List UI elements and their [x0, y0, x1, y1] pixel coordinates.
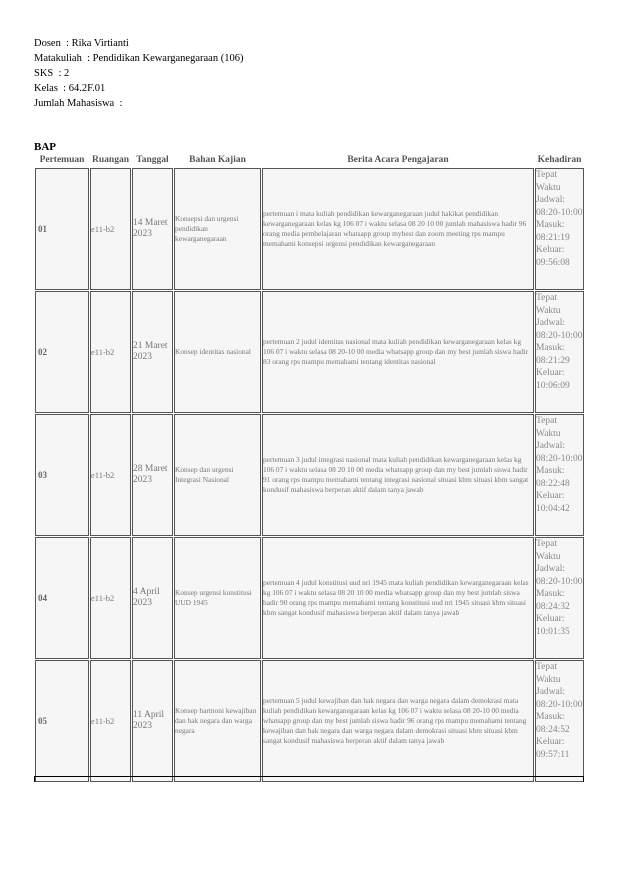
- tanggal-cell: 4 April 2023: [132, 537, 174, 660]
- berita-acara-cell: pertemuan 3 judul integrasi nasional mata kuliah pendidikan kewarganegaraan kelas kg 106 07 i waktu selasa 08 20 10 00 media whatsapp group dan my best jumlah siswa hadir 91 orang rps mampu memahami tentang integrasi nasional situasi kbm situasi kbm sangat kondusif mahasiswa berperan aktif dalam tanya jawab: [262, 414, 535, 537]
- table-row: [35, 660, 585, 783]
- kehadiran-cell: Tepat Waktu Jadwal: 08:20-10:00 Masuk: 08:21:29 Keluar: 10:06:09: [535, 291, 585, 414]
- kehadiran-cell: Tepat Waktu Jadwal: 08:20-10:00 Masuk: 08:24:32 Keluar: 10:01:35: [535, 537, 585, 660]
- table-row: [35, 291, 585, 414]
- jumlah-mahasiswa-line: Jumlah Mahasiswa :: [34, 98, 123, 109]
- matakuliah-line: Matakuliah : Pendidikan Kewarganegaraan (106): [34, 53, 244, 64]
- ruangan-cell: e11-b2: [90, 537, 132, 660]
- table-row: [35, 168, 585, 291]
- col-ruangan: Ruangan: [90, 153, 132, 168]
- ruangan-cell: e11-b2: [90, 660, 132, 783]
- dosen-line: Dosen : Rika Virtianti: [34, 38, 129, 49]
- tanggal-cell: 21 Maret 2023: [132, 291, 174, 414]
- page-break-tick: [583, 776, 584, 782]
- col-pertemuan: Pertemuan: [35, 153, 90, 168]
- bahan-kajian-cell: Konsep dan urgensi Integrasi Nasional: [174, 414, 262, 537]
- pertemuan-cell: 01: [35, 168, 90, 291]
- ruangan-cell: e11-b2: [90, 414, 132, 537]
- table-header-row: [35, 153, 585, 168]
- berita-acara-cell: pertemuan 2 judul identitas nasional mata kuliah pendidikan kewarganegaraan kelas kg 106 07 i waktu selasa 08 20-10 00 media whatsapp group dan my best jumlah siswa hadir 83 orang rps mampu memahami tentang identitas nasional: [262, 291, 535, 414]
- col-berita-acara: Berita Acara Pengajaran: [262, 153, 535, 168]
- col-bahan-kajian: Bahan Kajian: [174, 153, 262, 168]
- col-tanggal: Tanggal: [132, 153, 174, 168]
- bahan-kajian-cell: Konsep harmoni kewajiban dan hak negara dan warga negara: [174, 660, 262, 783]
- kehadiran-cell: Tepat Waktu Jadwal: 08:20-10:00 Masuk: 08:24:52 Keluar: 09:57:11: [535, 660, 585, 783]
- berita-acara-cell: pertemuan 4 judul konstitusi uud nri 1945 mata kuliah pendidikan kewarganegaraan kelas kg 106 07 i waktu selasa 08 20 10 00 media whatsapp group dan my best jumlah siswa hadir 90 orang rps mampu memahami tentang konstitusi uud nri 1945 situasi kbm situasi kbm sangat kondusif mahasiswa berperan aktif dalam tanya jawab: [262, 537, 535, 660]
- tanggal-cell: 14 Maret 2023: [132, 168, 174, 291]
- tanggal-cell: 28 Maret 2023: [132, 414, 174, 537]
- bahan-kajian-cell: Konsepsi dan urgensi pendidikan kewarganegaraan: [174, 168, 262, 291]
- bahan-kajian-cell: Konsep identitas nasional: [174, 291, 262, 414]
- page-break-tick: [34, 776, 35, 782]
- pertemuan-cell: 03: [35, 414, 90, 537]
- berita-acara-cell: pertemuan 5 judul kewajiban dan hak negara dan warga negara dalam demokrasi mata kuliah pendidikan kewarganegaraan kelas kg 106 07 i waktu selasa 08 20-10 00 media whatsapp group dan my best jumlah siswa hadir 96 orang rps mampu memahami tentang kewajiban dan hak negara dan warga negara dalam demokrasi situasi kbm situasi kbm sangat kondusif mahasiswa berperan aktif dalam tanya jawab: [262, 660, 535, 783]
- bap-table: [34, 153, 585, 783]
- table-row: [35, 537, 585, 660]
- pertemuan-cell: 05: [35, 660, 90, 783]
- pertemuan-cell: 02: [35, 291, 90, 414]
- col-kehadiran: Kehadiran: [535, 153, 585, 168]
- pertemuan-cell: 04: [35, 537, 90, 660]
- kehadiran-cell: Tepat Waktu Jadwal: 08:20-10:00 Masuk: 08:21:19 Keluar: 09:56:08: [535, 168, 585, 291]
- ruangan-cell: e11-b2: [90, 291, 132, 414]
- berita-acara-cell: pertemuan i mata kuliah pendidikan kewarganegaraan judul hakikat pendidikan kewarganegaraan kelas kg 106 07 i waktu selasa 08 20 10 00 jumlah mahasiswa hadir 96 orang media pembelajaran whatsapp group mybest dan zoom meeting rps mampu memahami konsepsi urgensi pendidikan kewarganegaraan: [262, 168, 535, 291]
- table-bottom-rule: [34, 776, 584, 777]
- kehadiran-cell: Tepat Waktu Jadwal: 08:20-10:00 Masuk: 08:22:48 Keluar: 10:04:42: [535, 414, 585, 537]
- sks-line: SKS : 2: [34, 68, 70, 79]
- ruangan-cell: e11-b2: [90, 168, 132, 291]
- table-row: [35, 414, 585, 537]
- kelas-line: Kelas : 64.2F.01: [34, 83, 106, 94]
- bahan-kajian-cell: Konsep urgensi konstitusi UUD 1945: [174, 537, 262, 660]
- section-title: BAP: [34, 141, 56, 153]
- tanggal-cell: 11 April 2023: [132, 660, 174, 783]
- document-header: [34, 36, 243, 111]
